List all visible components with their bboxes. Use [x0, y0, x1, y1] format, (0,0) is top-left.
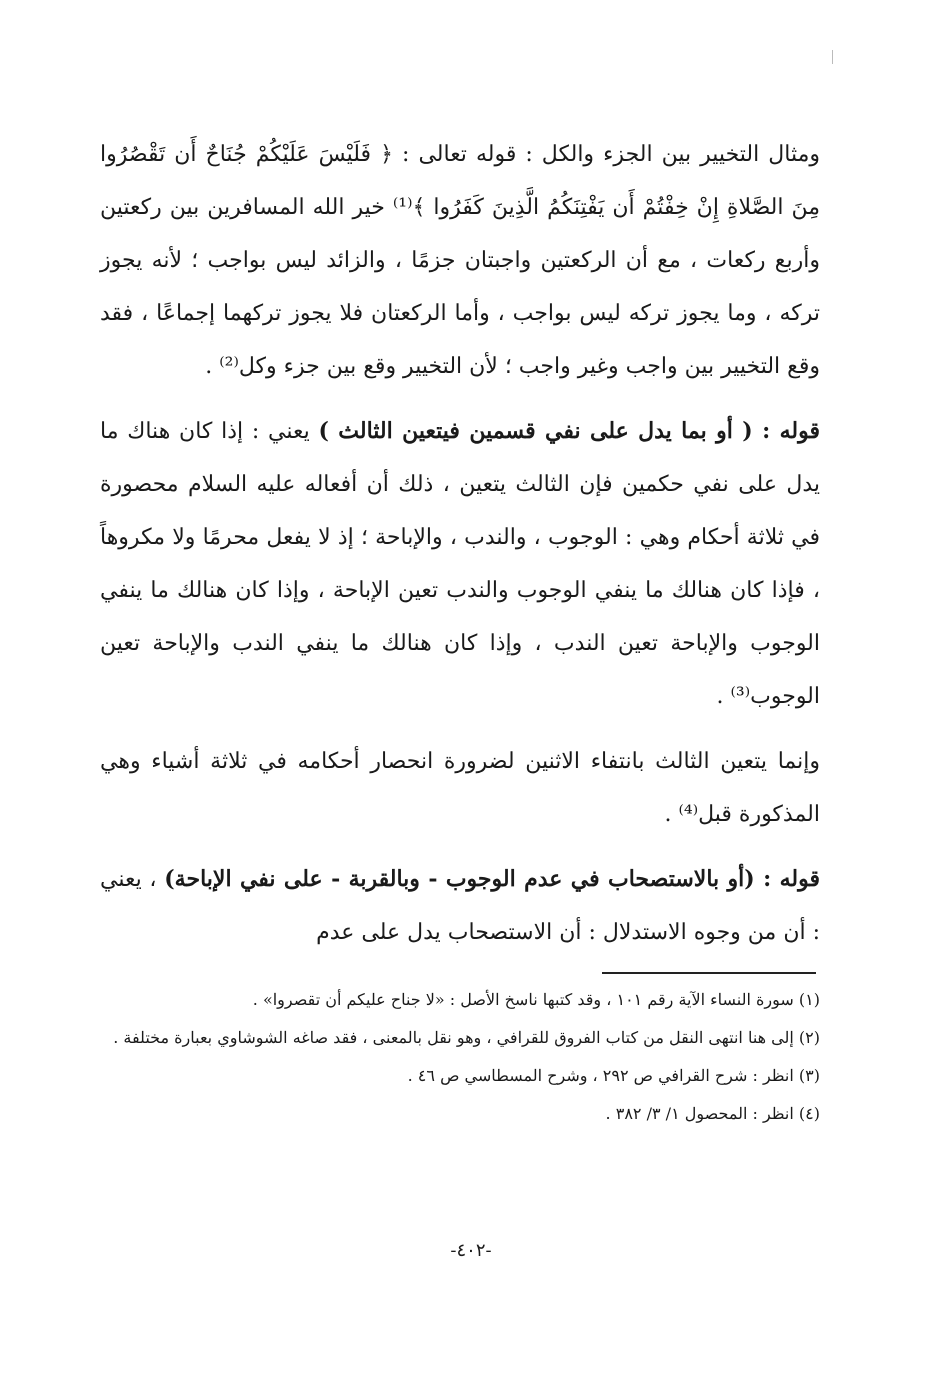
footnote-3: (٣) انظر : شرح القرافي ص ٢٩٢ ، وشرح المسطاسي ص ٤٦ .	[407, 1066, 820, 1085]
paragraph-2-text: يعني : إذا كان هناك ما يدل على نفي حكمين فإن الثالث يتعين ، ذلك أن أفعاله عليه السلام محصورة في ثلاثة أحكام وهي : الوجوب ، والندب ، والإباحة ؛ إذ لا يفعل محرمًا ولا مكروهاً ، فإذا كان هنالك ما ينفي الوجوب والندب تعين الإباحة ، وإذا كان هنالك ما ينفي الوجوب والإباحة تعين الندب ، وإذا كان هنالك ما ينفي الندب والإباحة تعين الوجوب⁽³⁾ .	[100, 419, 820, 709]
footnote-4: (٤) انظر : المحصول ١/ ٣/ ٣٨٢ .	[605, 1104, 820, 1123]
paragraph-3-text: وإنما يتعين الثالث بانتفاء الاثنين لضرورة انحصار أحكامه في ثلاثة أشياء وهي المذكورة قبل⁽⁴⁾ .	[100, 749, 820, 827]
margin-mark	[832, 50, 833, 64]
paragraph-2-lead-bold: ( أو بما يدل على نفي قسمين فيتعين الثالث )	[318, 418, 753, 444]
main-text	[100, 128, 820, 971]
paragraph-2-lead: قوله :	[752, 418, 820, 444]
page-number: -٤٠٢-	[450, 1240, 492, 1261]
paragraph-4-lead-bold: (أو بالاستصحاب في عدم الوجوب - وبالقربة - على نفي الإباحة)	[164, 866, 755, 892]
paragraph-2	[100, 405, 820, 723]
footnote-separator	[602, 972, 816, 974]
paragraph-1-text: ومثال التخيير بين الجزء والكل : قوله تعالى : ﴿ فَلَيْسَ عَلَيْكُمْ جُنَاحٌ أَن تَقْصُرُوا مِنَ الصَّلاةِ إِنْ خِفْتُمْ أَن يَفْتِنَكُمُ الَّذِينَ كَفَرُوا ﴾⁽¹⁾ خير الله المسافرين بين ركعتين وأربع ركعات ، مع أن الركعتين واجبتان جزمًا ، والزائد ليس بواجب ؛ لأنه يجوز تركه ، وما يجوز تركه ليس بواجب ، وأما الركعتان فلا يجوز تركهما إجماعًا ، فقد وقع التخيير بين واجب وغير واجب ؛ لأن التخيير وقع بين جزء وكل⁽²⁾ .	[100, 142, 820, 379]
paragraph-4	[100, 853, 820, 959]
footnote-1: (١) سورة النساء الآية رقم ١٠١ ، وقد كتبها ناسخ الأصل : «لا جناح عليكم أن تقصروا» .	[252, 990, 820, 1009]
paragraph-1	[100, 128, 820, 393]
paragraph-4-lead: قوله :	[754, 866, 820, 892]
paragraph-3	[100, 735, 820, 841]
footnotes	[100, 985, 820, 1137]
paragraph-4-text: ، يعني : أن من وجوه الاستدلال : أن الاستصحاب يدل على عدم	[100, 867, 820, 945]
footnote-2: (٢) إلى هنا انتهى النقل من كتاب الفروق للقرافي ، وهو نقل بالمعنى ، فقد صاغه الشوشاوي بعبارة مختلفة .	[113, 1028, 820, 1047]
